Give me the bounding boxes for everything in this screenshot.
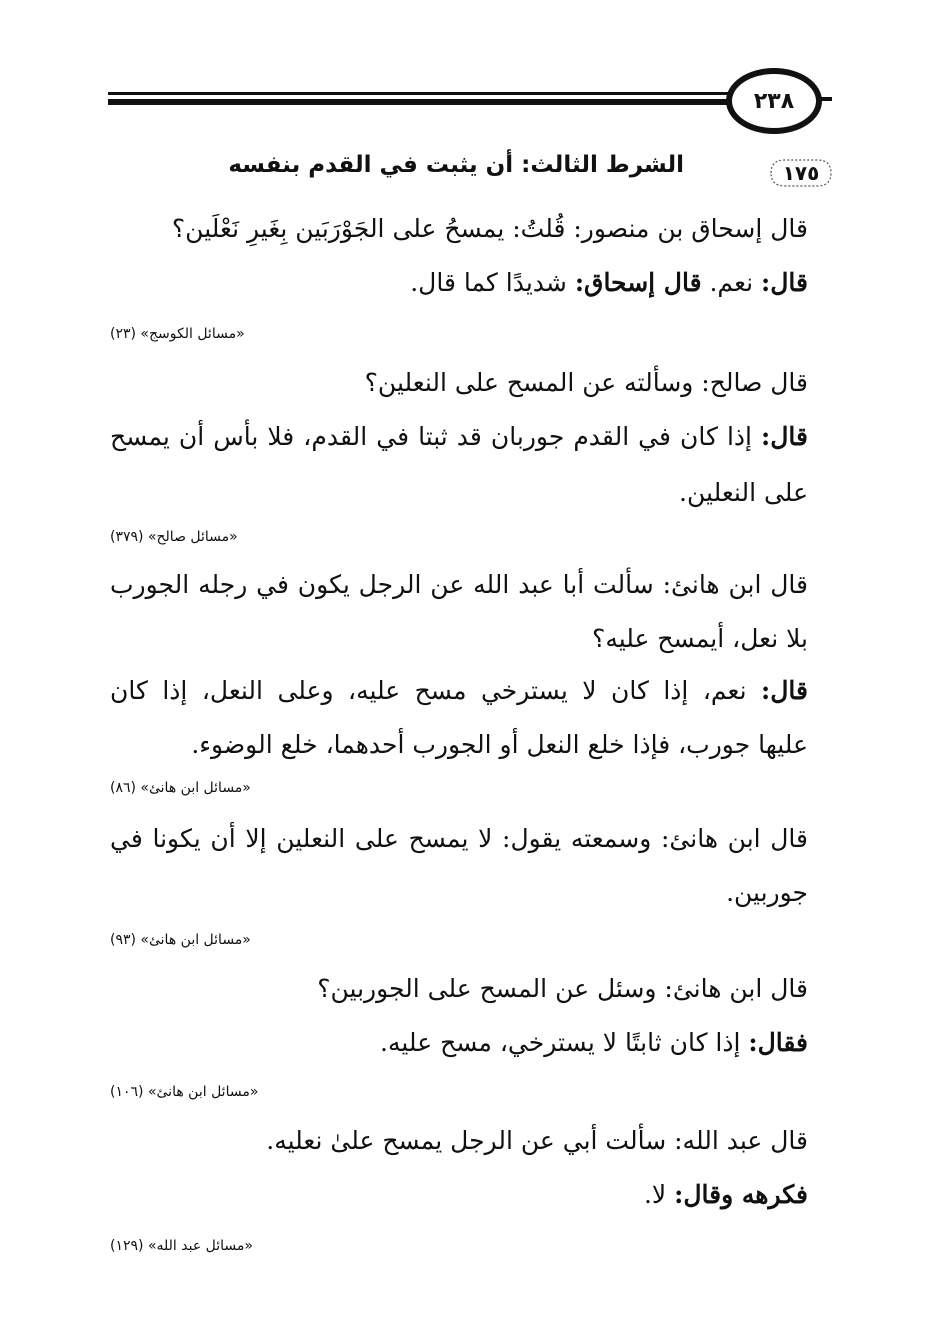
entry-6-question: قال عبد الله: سألت أبي عن الرجل يمسح علىٰ نعليه. [266, 1126, 808, 1155]
page-number-badge [726, 68, 822, 134]
answer-label: قال: [761, 422, 808, 451]
page-number: ٢٣٨ [753, 88, 795, 114]
answer-label: قال: [761, 676, 808, 705]
citation: «مسائل الكوسج» (٢٣) [110, 326, 245, 342]
entry-5-question: قال ابن هانئ: وسئل عن المسح على الجوربين؟ [317, 974, 808, 1003]
answer-label: فكرهه وقال: [674, 1180, 808, 1209]
entry-6-answer: فكرهه وقال: لا. [643, 1180, 808, 1209]
entry-4-question-line-2: جوربين. [726, 878, 808, 907]
header-rule-top [108, 92, 728, 95]
answer-label: فقال: [748, 1028, 808, 1057]
header-rule-bottom [108, 99, 728, 105]
answer-label-2: قال إسحاق: [574, 268, 702, 297]
citation: «مسائل ابن هانئ» (٩٣) [110, 932, 251, 948]
citation: «مسائل عبد الله» (١٢٩) [110, 1238, 253, 1254]
entry-3-question-line-1: قال ابن هانئ: سألت أبا عبد الله عن الرجل يكون في رجله الجورب [110, 570, 808, 599]
entry-5-answer: فقال: إذا كان ثابتًا لا يسترخي، مسح عليه. [380, 1028, 808, 1057]
entry-1-answer: قال: نعم. قال إسحاق: شديدًا كما قال. [410, 268, 808, 297]
entry-4-question-line-1: قال ابن هانئ: وسمعته يقول: لا يمسح على النعلين إلا أن يكونا في [110, 824, 808, 853]
section-number: ١٧٥ [782, 161, 820, 185]
entry-1-question: قال إسحاق بن منصور: قُلتُ: يمسحُ على الجَوْرَبَين بِغَيرِ نَعْلَين؟ [171, 214, 808, 243]
section-number-badge [765, 154, 837, 192]
entry-2-answer-line-2: على النعلين. [679, 478, 808, 507]
section-title: الشرط الثالث: أن يثبت في القدم بنفسه [228, 152, 684, 178]
citation: «مسائل ابن هانئ» (١٠٦) [110, 1084, 259, 1100]
entry-2-answer-line-1: قال: إذا كان في القدم جوربان قد ثبتا في القدم، فلا بأس أن يمسح [110, 422, 808, 451]
citation: «مسائل صالح» (٣٧٩) [110, 529, 238, 545]
entry-3-question-line-2: بلا نعل، أيمسح عليه؟ [592, 624, 808, 653]
citation: «مسائل ابن هانئ» (٨٦) [110, 780, 251, 796]
entry-2-question: قال صالح: وسألته عن المسح على النعلين؟ [364, 368, 808, 397]
entry-3-answer-line-1: قال: نعم، إذا كان لا يسترخي مسح عليه، وعلى النعل، إذا كان [110, 676, 808, 705]
answer-label: قال: [761, 268, 808, 297]
entry-3-answer-line-2: عليها جورب، فإذا خلع النعل أو الجورب أحدهما، خلع الوضوء. [191, 730, 808, 759]
